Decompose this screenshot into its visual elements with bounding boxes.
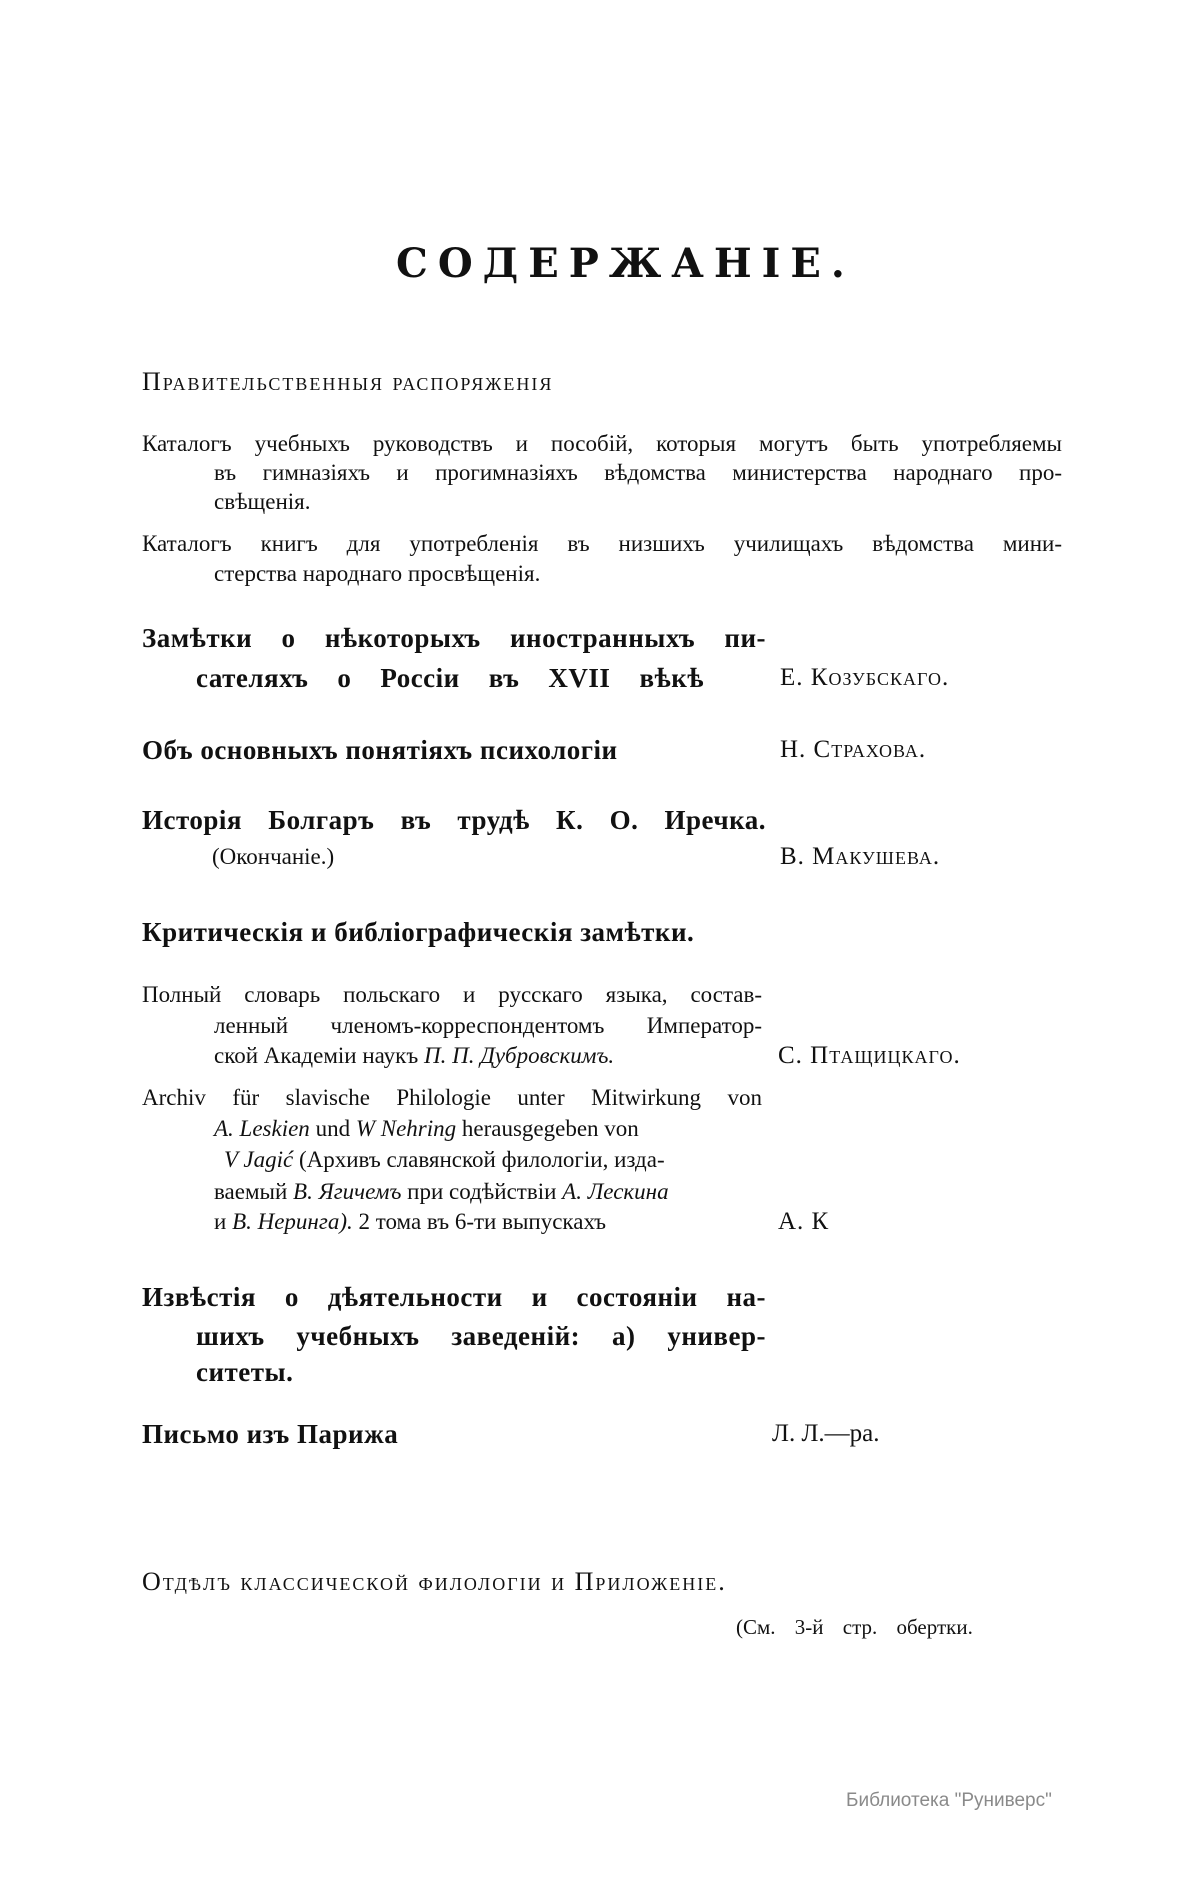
toc-name: В. Ягичемъ	[293, 1179, 402, 1204]
toc-text: herausgegeben von	[461, 1116, 639, 1141]
classic-note: (См. 3-й стр. обертки.	[736, 1615, 973, 1639]
article-author: А. К	[778, 1208, 830, 1235]
article-author: С. Птащицкаго.	[778, 1042, 961, 1069]
toc-name: П. П. Дубровскимъ.	[424, 1043, 615, 1068]
article-title: ситеты.	[196, 1357, 294, 1387]
toc-text: ваемый	[214, 1179, 288, 1204]
toc-line: Полный словарь польскаго и русскаго языка, состав-	[142, 982, 762, 1007]
toc-text: 2 тома въ 6-ти выпускахъ	[358, 1209, 606, 1234]
toc-name: V Jagić	[224, 1147, 294, 1172]
toc-text: и	[214, 1209, 227, 1234]
article-author: Н. Страхова.	[780, 736, 927, 763]
toc-line: ленный членомъ-корреспондентомъ Император-	[214, 1013, 762, 1038]
toc-name: A. Leskien	[214, 1116, 310, 1141]
toc-line: въ гимназіяхъ и прогимназіяхъ вѣдомства министерства народнаго про-	[214, 460, 1062, 485]
section-heading-classic: Отдѣлъ классической филологіи и Приложеніе.	[142, 1567, 727, 1596]
watermark: Библиотека "Руниверс"	[846, 1790, 1052, 1811]
toc-name: W Nehring	[355, 1116, 457, 1141]
article-title: Письмо изъ Парижа	[142, 1419, 399, 1449]
section-heading-government: Правительственныя распоряженія	[142, 367, 554, 396]
article-author: Л. Л.—ра.	[772, 1420, 880, 1447]
section-heading-critical: Критическія и библіографическія замѣтки.	[142, 917, 695, 947]
article-title: Объ основныхъ понятіяхъ психологіи	[142, 735, 618, 765]
toc-text: ской Академіи наукъ	[214, 1043, 419, 1068]
article-author: Е. Козубскаго.	[780, 664, 950, 691]
toc-text: при содѣйствіи	[407, 1179, 557, 1204]
toc-name: А. Лескина	[562, 1179, 669, 1204]
toc-line: Каталогъ учебныхъ руководствъ и пособій, которыя могутъ быть употребляемы	[142, 431, 1062, 456]
toc-text: (Архивъ славянской филологіи, изда-	[298, 1147, 665, 1172]
article-subtitle: (Окончаніе.)	[212, 844, 335, 869]
page-title: СОДЕРЖАНІЕ.	[396, 240, 855, 287]
toc-line: стерства народнаго просвѣщенія.	[214, 561, 541, 586]
article-title: Извѣстія о дѣятельности и состояніи на-	[142, 1282, 766, 1312]
toc-name: В. Неринга).	[232, 1209, 353, 1234]
toc-line: свѣщенія.	[214, 489, 311, 514]
toc-line: Каталогъ книгъ для употребленія въ низшихъ училищахъ вѣдомства мини-	[142, 531, 1062, 556]
article-title: Замѣтки о нѣкоторыхъ иностранныхъ пи-	[142, 623, 766, 653]
article-title: Исторія Болгаръ въ трудѣ К. О. Иречка.	[142, 805, 766, 835]
article-author: В. Макушева.	[780, 843, 941, 870]
article-title: сателяхъ о Россіи въ XVII вѣкѣ	[196, 663, 704, 693]
toc-line: Archiv für slavische Philologie unter Mitwirkung von	[142, 1085, 762, 1110]
article-title: шихъ учебныхъ заведеній: а) универ-	[196, 1321, 766, 1351]
toc-text: und	[315, 1116, 351, 1141]
